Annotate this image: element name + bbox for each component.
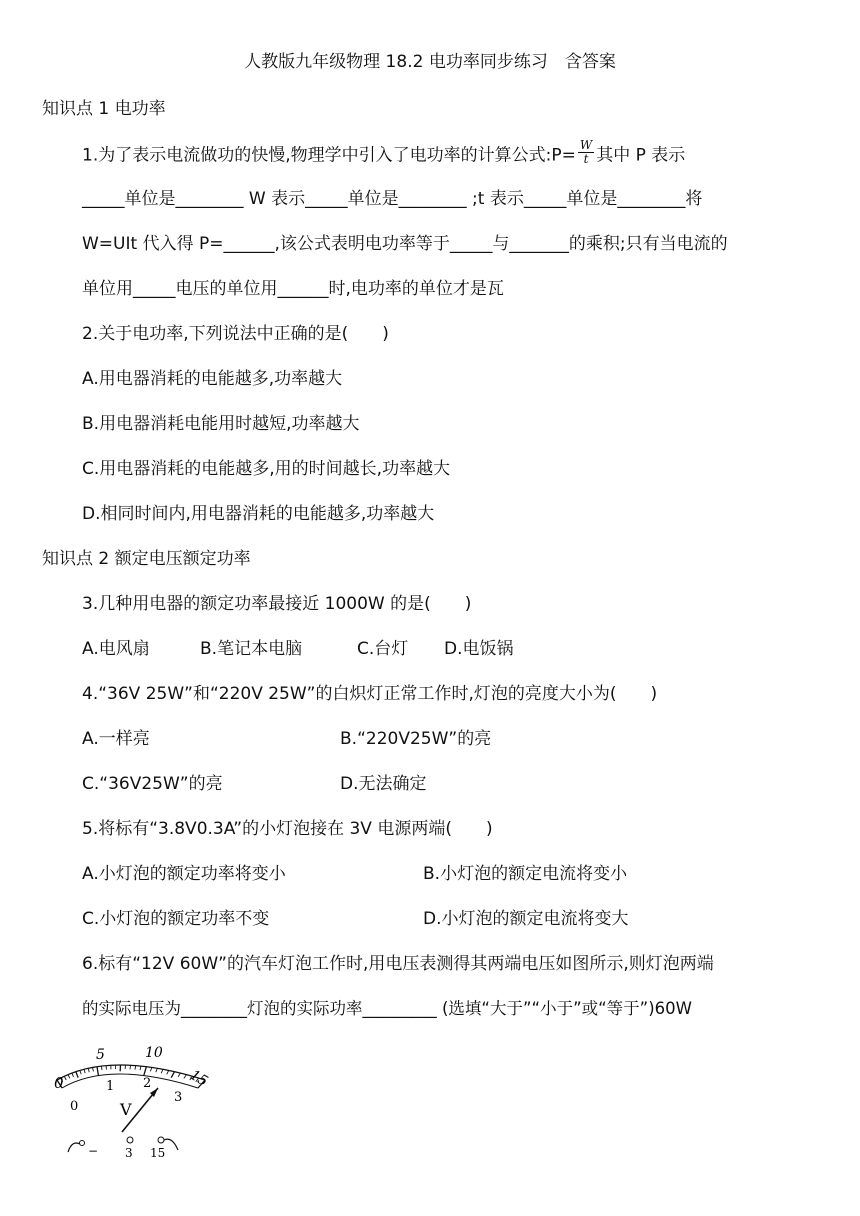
q2-option-b: B.用电器消耗电能用时越短,功率越大 xyxy=(82,414,360,434)
scale-tick xyxy=(156,1068,158,1072)
outer-label-0: 0 xyxy=(54,1074,64,1092)
q2-option-a: A.用电器消耗的电能越多,功率越大 xyxy=(82,369,343,389)
scale-tick xyxy=(140,1066,141,1070)
q3-option-d: D.电饭锅 xyxy=(444,639,514,659)
scale-tick xyxy=(171,1072,174,1078)
outer-label-10: 10 xyxy=(145,1045,163,1061)
terminal-15-wire-icon xyxy=(164,1139,178,1150)
q3-option-b: B.笔记本电脑 xyxy=(200,639,303,659)
q5-option-b: B.小灯泡的额定电流将变小 xyxy=(423,864,628,884)
scale-tick xyxy=(68,1075,70,1079)
q2-stem: 2.关于电功率,下列说法中正确的是( ) xyxy=(82,324,389,344)
outer-label-15: 15 xyxy=(187,1067,211,1090)
outer-label-5: 5 xyxy=(96,1047,105,1063)
inner-label-3: 3 xyxy=(174,1090,183,1105)
scale-tick xyxy=(76,1072,78,1078)
scale-tick xyxy=(72,1073,74,1077)
q3-stem: 3.几种用电器的额定功率最接近 1000W 的是( ) xyxy=(82,594,472,614)
terminal-15-post-icon xyxy=(158,1137,164,1143)
q1-line-2: _____单位是________ W 表示_____单位是________ ;t 表示_____单位是________将 xyxy=(82,189,703,209)
scale-tick xyxy=(167,1070,169,1074)
inner-label-1: 1 xyxy=(106,1079,115,1094)
terminal-negative-label: − xyxy=(88,1144,99,1158)
terminal-3-post-icon xyxy=(127,1137,133,1143)
q1-line-3: W=UIt 代入得 P=______,该公式表明电功率等于_____与_______的乘积;只有当电流的 xyxy=(82,234,728,254)
fraction-numerator: W xyxy=(579,138,593,152)
q4-option-b: B.“220V25W”的亮 xyxy=(340,729,492,749)
voltmeter-ticks xyxy=(57,1065,205,1088)
scale-tick xyxy=(93,1067,94,1071)
q1-text-before: 1.为了表示电流做功的快慢,物理学中引入了电功率的计算公式:P= xyxy=(82,145,576,166)
scale-tick xyxy=(97,1067,98,1076)
voltmeter-outer-arc xyxy=(57,1065,205,1080)
q6-line-2: 的实际电压为________灯泡的实际功率_________ (选填“大于”“小于”或“等于”)60W xyxy=(82,999,692,1018)
voltmeter-figure xyxy=(40,1040,230,1160)
voltmeter-inner-arc xyxy=(62,1074,198,1088)
q5-option-a: A.小灯泡的额定功率将变小 xyxy=(82,864,286,884)
inner-label-2: 2 xyxy=(143,1076,152,1091)
scale-tick xyxy=(80,1070,81,1074)
scale-tick xyxy=(184,1075,187,1079)
q5-option-d: D.小灯泡的额定电流将变大 xyxy=(423,909,629,929)
scale-tick xyxy=(161,1069,163,1073)
q2-option-d: D.相同时间内,用电器消耗的电能越多,功率越大 xyxy=(82,504,435,524)
q5-stem: 5.将标有“3.8V0.3A”的小灯泡接在 3V 电源两端( ) xyxy=(82,819,493,839)
q1-line-4: 单位用_____电压的单位用______时,电功率的单位才是瓦 xyxy=(82,279,504,299)
scale-tick xyxy=(84,1069,85,1073)
voltmeter-unit-label: V xyxy=(120,1100,132,1119)
scale-tick xyxy=(178,1073,180,1077)
terminal-3-label: 3 xyxy=(125,1146,133,1160)
q4-stem: 4.“36V 25W”和“220V 25W”的白炽灯正常工作时,灯泡的亮度大小为( ) xyxy=(82,684,658,704)
q5-option-c: C.小灯泡的额定功率不变 xyxy=(82,909,270,929)
section-heading-2: 知识点 2 额定电压额定功率 xyxy=(42,549,251,569)
scale-tick xyxy=(150,1067,151,1071)
q4-option-d: D.无法确定 xyxy=(340,774,427,794)
q1-line-1 xyxy=(82,138,686,169)
inner-label-0: 0 xyxy=(70,1099,79,1114)
q3-option-a: A.电风扇 xyxy=(82,639,150,659)
terminal-negative-icon xyxy=(68,1143,80,1152)
q6-line-1: 6.标有“12V 60W”的汽车灯泡工作时,用电压表测得其两端电压如图所示,则灯泡两端 xyxy=(82,954,714,974)
scale-tick xyxy=(88,1068,89,1072)
q4-option-c: C.“36V25W”的亮 xyxy=(82,774,223,794)
q1-text-after: 其中 P 表示 xyxy=(596,145,686,166)
fraction-denominator: t xyxy=(583,152,589,166)
terminal-15-label: 15 xyxy=(150,1146,166,1160)
section-heading-1: 知识点 1 电功率 xyxy=(42,99,166,119)
scale-tick xyxy=(144,1067,147,1076)
scale-tick xyxy=(135,1066,136,1070)
formula-fraction xyxy=(578,139,594,166)
terminal-negative-post-icon xyxy=(80,1141,85,1146)
q3-option-c: C.台灯 xyxy=(357,639,409,659)
scale-tick xyxy=(130,1065,131,1069)
q4-option-a: A.一样亮 xyxy=(82,729,150,749)
page-title: 人教版九年级物理 18.2 电功率同步练习 含答案 xyxy=(244,52,616,72)
scale-tick xyxy=(64,1076,66,1080)
q2-option-c: C.用电器消耗的电能越多,用的时间越长,功率越大 xyxy=(82,459,451,479)
